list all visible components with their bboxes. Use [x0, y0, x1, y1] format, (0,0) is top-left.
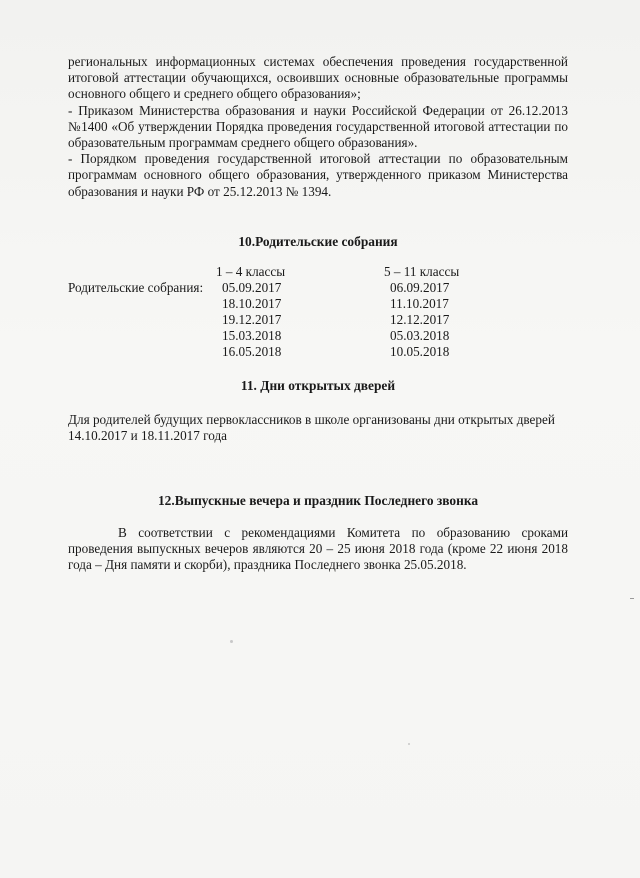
- col2-date: 06.09.2017: [390, 280, 450, 296]
- col2-date: 12.12.2017: [390, 312, 450, 328]
- scan-speck: [230, 640, 233, 643]
- intro-paragraph-3: - Порядком проведения государственной итоговой аттестации по образовательным программам основного общего образования, утвержденного приказом Министерства образования и науки РФ от 25.12.2013 № 1394.: [68, 151, 568, 199]
- section-12-heading: 12.Выпускные вечера и праздник Последнего звонка: [157, 492, 479, 508]
- col1-date: 05.09.2017: [222, 280, 282, 296]
- scan-edge-mark: [630, 598, 634, 599]
- col1-date: 18.10.2017: [222, 296, 282, 312]
- col1-date: 19.12.2017: [222, 312, 282, 328]
- col1-date: 15.03.2018: [222, 328, 282, 344]
- col1-date: 16.05.2018: [222, 344, 282, 360]
- section-11-heading: 11. Дни открытых дверей: [240, 378, 396, 394]
- intro-paragraph-2: - Приказом Министерства образования и науки Российской Федерации от 26.12.2013 №1400 «Об утверждении Порядка проведения государственной итоговой аттестации по образовательным программам среднего общего образования».: [68, 102, 568, 151]
- parent-meetings-table: [68, 264, 568, 360]
- scan-speck: [408, 743, 410, 745]
- section-10-heading: 10.Родительские собрания: [238, 233, 398, 249]
- document-body: [68, 54, 568, 573]
- section-12-text: В соответствии с рекомендациями Комитета по образованию сроками проведения выпускных вечеров являются 20 – 25 июня 2018 года (кроме 22 июня 2018 года – Дня памяти и скорби), праздника Последнего звонка 25.05.2018.: [68, 524, 568, 573]
- col1-header: 1 – 4 классы: [216, 264, 286, 280]
- col2-date: 11.10.2017: [390, 296, 449, 312]
- col2-date: 05.03.2018: [390, 328, 450, 344]
- col2-date: 10.05.2018: [390, 344, 450, 360]
- section-11-text: Для родителей будущих первоклассников в школе организованы дни открытых дверей 14.10.2017 и 18.11.2017 года: [68, 412, 555, 444]
- intro-paragraph-1: региональных информационных системах обеспечения проведения государственной итоговой аттестации обучающихся, освоивших основные образовательные программы основного общего и среднего общего образования»;: [68, 54, 568, 102]
- col2-header: 5 – 11 классы: [384, 264, 460, 280]
- row-label: Родительские собрания:: [68, 280, 204, 296]
